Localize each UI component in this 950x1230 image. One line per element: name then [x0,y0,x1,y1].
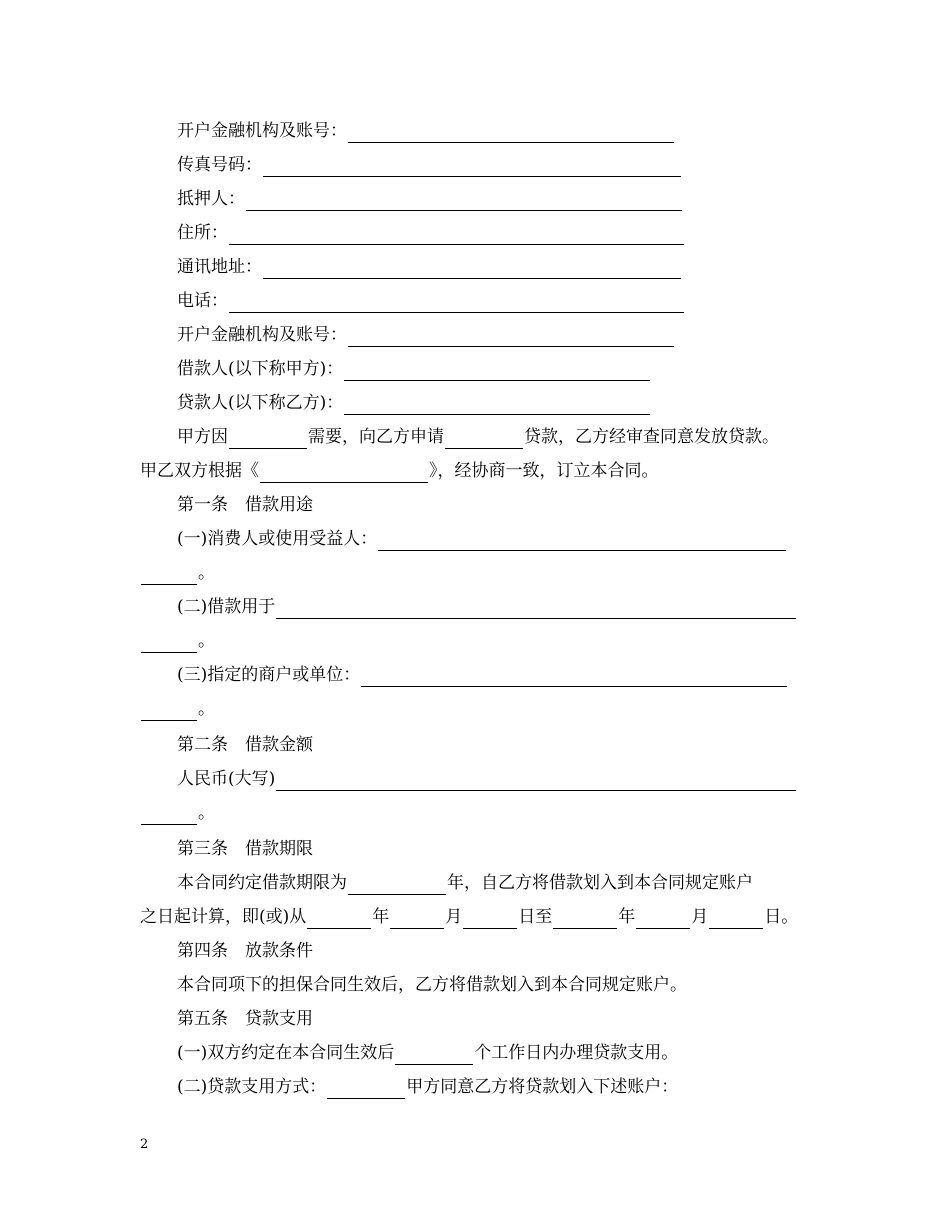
fill-blank[interactable] [141,567,197,585]
item-text: (二)贷款支用方式： [177,1077,327,1097]
article-5-item-2 [177,1075,678,1099]
fill-blank[interactable] [445,431,523,449]
fill-blank[interactable] [141,703,197,721]
fill-blank[interactable] [463,911,517,929]
item-text: 本合同项下的担保合同生效后，乙方将借款划入到本合同规定账户。 [177,975,687,995]
end-mark: 。 [198,699,215,719]
fill-blank[interactable] [263,159,681,177]
field-label: 传真号码： [177,155,262,175]
article-title: 借款用途 [245,495,313,515]
item-text: (一)双方约定在本合同生效后 [177,1043,395,1063]
article-5-heading [177,1007,313,1031]
article-1-item-3 [177,663,788,687]
article-3-line-1 [177,871,753,895]
field-label: 借款人(以下称甲方)： [177,359,344,379]
field-label: 住所： [177,223,228,243]
intro-line-1 [177,425,779,449]
date-unit: 月 [691,907,709,927]
fill-blank[interactable] [709,911,763,929]
end-mark: 。 [198,803,215,823]
fill-blank[interactable] [263,261,681,279]
fill-blank[interactable] [348,125,674,143]
field-mailing-address [177,255,682,279]
field-residence [177,221,685,245]
fill-blank[interactable] [276,601,796,619]
article-1-item-2-cont [140,629,215,653]
fill-blank[interactable] [378,533,786,551]
item-text: (二)借款用于 [177,597,276,617]
intro-text: 甲乙双方根据《 [140,461,259,481]
page-number: 2 [140,1137,149,1152]
item-text: 个工作日内办理贷款支用。 [474,1043,679,1063]
article-title: 借款金额 [245,735,313,755]
end-mark: 。 [198,563,215,583]
field-fax [177,153,682,177]
fill-blank[interactable] [229,295,684,313]
date-unit: 日至 [518,907,553,927]
fill-blank[interactable] [344,397,650,415]
field-label: 抵押人： [177,189,245,209]
fill-blank[interactable] [141,807,197,825]
item-text: 甲方同意乙方将贷款划入下述账户： [406,1077,679,1097]
article-title: 贷款支用 [245,1009,313,1029]
intro-text: 》，经协商一致，订立本合同。 [429,461,659,481]
item-text: (三)指定的商户或单位： [177,665,361,685]
field-borrower [177,357,651,381]
article-number: 第一条 [177,495,228,515]
fill-blank[interactable] [260,465,428,483]
article-2-heading [177,733,313,757]
fill-blank[interactable] [344,363,650,381]
fill-blank[interactable] [390,911,444,929]
fill-blank[interactable] [327,1081,405,1099]
field-bank-account-1 [177,119,675,143]
item-text: 本合同约定借款期限为 [177,873,347,893]
article-number: 第二条 [177,735,228,755]
field-label: 贷款人(以下称乙方)： [177,393,344,413]
article-number: 第四条 [177,941,228,961]
date-unit: 年 [618,907,636,927]
item-text: 年，自乙方将借款划入到本合同规定账户 [447,873,753,893]
fill-blank[interactable] [553,911,617,929]
field-label: 电话： [177,291,228,311]
fill-blank[interactable] [348,329,674,347]
item-text: (一)消费人或使用受益人： [177,529,378,549]
field-mortgagor [177,187,683,211]
article-1-item-1-cont [140,561,215,585]
date-unit: 日。 [764,907,799,927]
fill-blank[interactable] [348,877,446,895]
intro-text: 需要，向乙方申请 [308,427,444,447]
field-label: 开户金融机构及账号： [177,325,347,345]
article-title: 借款期限 [245,839,313,859]
intro-text: 贷款，乙方经审查同意发放贷款。 [524,427,779,447]
fill-blank[interactable] [246,193,682,211]
fill-blank[interactable] [361,669,787,687]
article-number: 第三条 [177,839,228,859]
end-mark: 。 [198,631,215,651]
field-label: 开户金融机构及账号： [177,121,347,141]
article-4-text [177,973,687,997]
fill-blank[interactable] [307,911,371,929]
fill-blank[interactable] [276,773,796,791]
item-text: 之日起计算，即(或)从 [140,907,307,927]
article-3-heading [177,837,313,861]
article-2-amount [177,767,797,791]
fill-blank[interactable] [141,635,197,653]
article-title: 放款条件 [245,941,313,961]
field-bank-account-2 [177,323,675,347]
field-label: 通讯地址： [177,257,262,277]
date-unit: 年 [372,907,390,927]
fill-blank[interactable] [636,911,690,929]
field-lender [177,391,651,415]
field-phone [177,289,685,313]
fill-blank[interactable] [229,431,307,449]
intro-text: 甲方因 [177,427,228,447]
fill-blank[interactable] [229,227,684,245]
article-number: 第五条 [177,1009,228,1029]
article-1-heading [177,493,313,517]
article-5-item-1 [177,1041,678,1065]
item-text: 人民币(大写) [177,769,276,789]
article-4-heading [177,939,313,963]
article-1-item-1 [177,527,787,551]
article-1-item-2 [177,595,797,619]
date-unit: 月 [445,907,463,927]
article-3-line-2 [140,905,798,929]
article-1-item-3-cont [140,697,215,721]
fill-blank[interactable] [395,1047,473,1065]
intro-line-2 [140,459,659,483]
article-2-amount-cont [140,801,215,825]
